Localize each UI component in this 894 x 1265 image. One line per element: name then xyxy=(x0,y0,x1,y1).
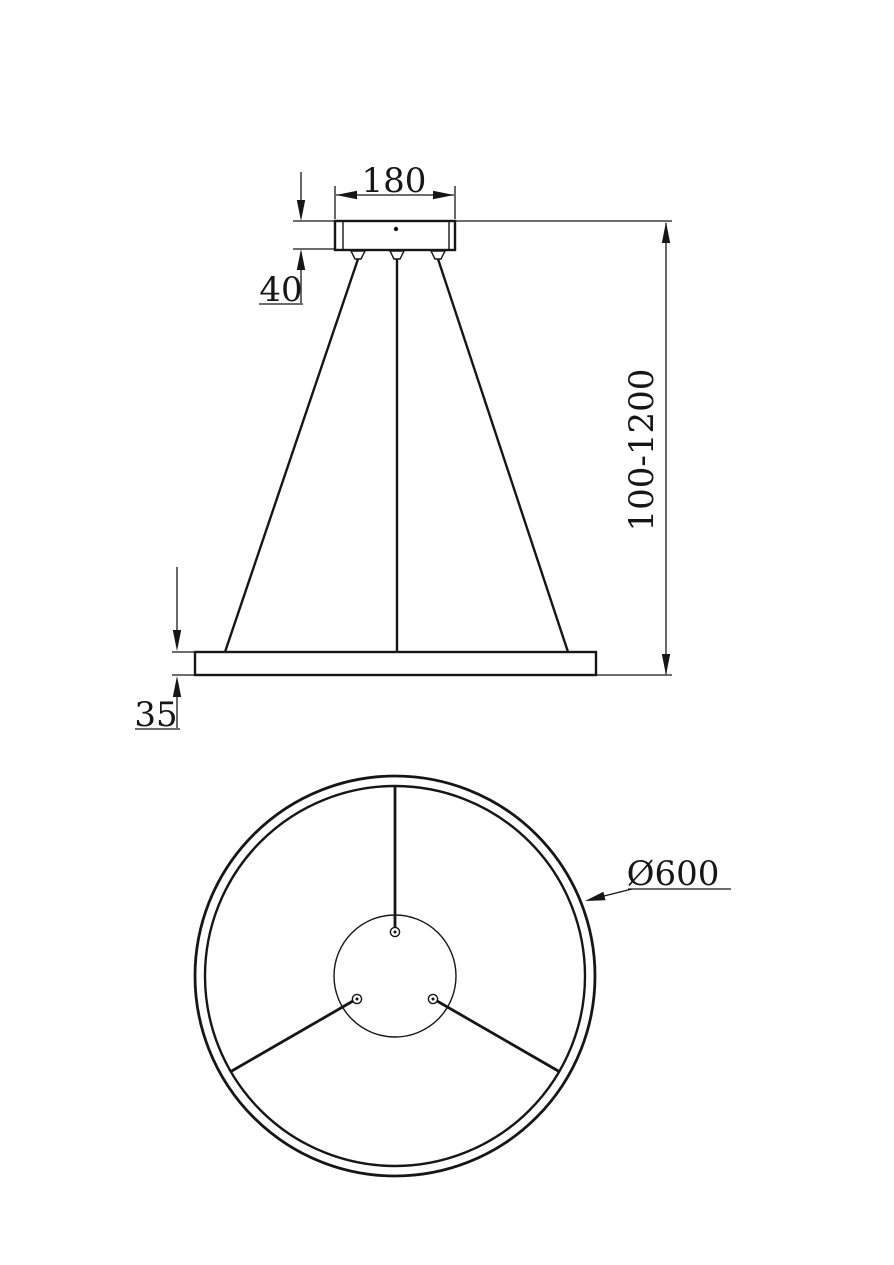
ring-profile-outline xyxy=(195,652,596,675)
side-view xyxy=(172,221,672,675)
dim-ring-diameter-label: Ø600 xyxy=(626,854,720,894)
dim-canopy-height-label: 40 xyxy=(259,270,303,310)
rod-connector-right xyxy=(431,251,445,259)
rod-connector-left xyxy=(351,251,365,259)
canopy-outline xyxy=(335,221,455,250)
dim-canopy-height xyxy=(259,172,305,310)
dim-180-arrow-right xyxy=(433,191,454,199)
dim-canopy-width xyxy=(335,161,455,219)
dim-40-arrow-up xyxy=(297,249,305,270)
plan-view xyxy=(195,776,595,1176)
hub-hole-top-dot xyxy=(394,931,397,934)
rod-connector-center xyxy=(390,251,404,259)
dim-diameter-arrow xyxy=(585,892,606,901)
dim-ring-height xyxy=(134,567,181,735)
dim-suspension-height-label: 100-1200 xyxy=(622,368,662,532)
spoke-lower-right xyxy=(437,1001,560,1072)
spoke-lower-left xyxy=(230,1001,353,1072)
suspension-rod-left xyxy=(225,259,358,652)
dim-180-arrow-left xyxy=(336,191,357,199)
dim-35-arrow-down xyxy=(173,630,181,651)
dim-35-arrow-up xyxy=(173,676,181,697)
hub-hole-left-dot xyxy=(356,998,359,1001)
dim-suspension-height xyxy=(622,222,670,675)
dim-canopy-width-label: 180 xyxy=(361,161,427,201)
dim-ring-diameter xyxy=(585,854,731,901)
dim-40-arrow-down xyxy=(297,200,305,221)
suspension-rod-right xyxy=(438,259,568,652)
dim-ring-height-label: 35 xyxy=(134,695,178,735)
dim-100-1200-arrow-up xyxy=(662,222,670,243)
canopy-screw-dot xyxy=(394,227,398,231)
hub-hole-right-dot xyxy=(432,998,435,1001)
dim-100-1200-arrow-down xyxy=(662,654,670,675)
